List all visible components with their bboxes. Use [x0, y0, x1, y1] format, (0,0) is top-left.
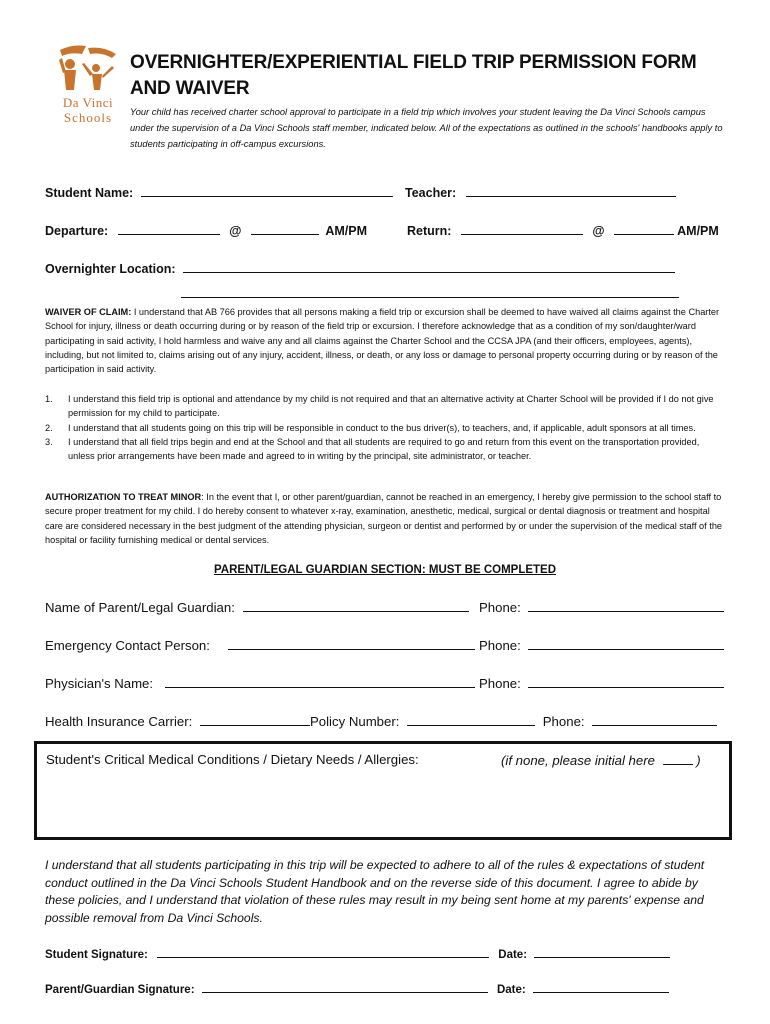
policy-label: Policy Number:	[310, 714, 400, 729]
guardian-phone-row	[479, 599, 724, 615]
insurance-carrier-field[interactable]	[200, 713, 310, 726]
student-signature-label: Student Signature:	[45, 949, 148, 961]
physician-phone-field[interactable]	[528, 675, 724, 688]
emergency-row	[45, 637, 475, 653]
teacher-field[interactable]	[466, 184, 676, 197]
guardian-row	[45, 599, 469, 615]
departure-label: Departure:	[45, 224, 109, 238]
logo-line-2: Schools	[63, 110, 113, 125]
authorization-text: : In the event that I, or other parent/guardian, cannot be reached in an emergency, I hereby give permission to the school staff to secure proper treatment for my child. I do hereby consent to whatever x-ray, examination, anesthetic, medical, surgical or dental diagnosis or treatment and hospital care are considered necessary in the best judgment of the attending physician, surgeon or dentist and performed by or under the supervision of the medical staff of the hospital or facility furnishing medical or dental services.	[45, 492, 723, 545]
agreement-paragraph: I understand that all students participating in this trip will be expected to adhere to all of the rules & expectations of student conduct outlined in the Da Vinci Schools Student Handbook and on the reverse side of this document. I agree to abide by these policies, and I understand that violation of these rules may result in my being sent home at my parents' expense and possible removal from Da Vinci Schools.	[45, 858, 705, 925]
authorization-paragraph	[45, 490, 725, 547]
location-row	[45, 260, 675, 276]
teacher-row	[405, 184, 676, 200]
student-signature-field[interactable]	[157, 945, 489, 958]
conditions-list	[45, 392, 725, 463]
emergency-phone-field[interactable]	[528, 637, 724, 650]
emergency-label: Emergency Contact Person:	[45, 638, 210, 653]
return-at: @	[592, 224, 605, 238]
physician-name-field[interactable]	[165, 675, 475, 688]
parent-signature-field[interactable]	[202, 980, 488, 993]
location-field[interactable]	[183, 260, 675, 273]
departure-ampm: AM/PM	[325, 224, 368, 238]
waiver-text: I understand that AB 766 provides that all persons making a field trip or excursion shall be deemed to have waived all claims against the Charter School for injury, illness or death occurring during or by reason of the field trip or excursion. I therefore acknowledge that as a condition of my son/daughter/ward participating in said activity, I hold harmless and waive any and all claims against the Charter School and the CCSA JPA (and their officers, employees, agents), including, but not limited to, claims arising out of any injury, accident, illness, or death, or any loss or damage to personal property occurring during or by reason of the participation in said activity.	[45, 307, 720, 375]
departure-at: @	[229, 224, 242, 238]
return-time-field[interactable]	[614, 222, 674, 235]
date-label: Date:	[496, 984, 526, 996]
student-name-row	[45, 184, 393, 200]
initial-here: (if none, please initial here )	[501, 753, 701, 768]
guardian-section-heading: PARENT/LEGAL GUARDIAN SECTION: MUST BE COMPLETED	[213, 564, 557, 576]
vitruvian-logo-icon	[52, 44, 124, 96]
location-label: Overnighter Location:	[45, 262, 176, 276]
parent-signature-row	[45, 980, 669, 996]
form-title: OVERNIGHTER/EXPERIENTIAL FIELD TRIP PERMISSION FORM AND WAIVER	[130, 52, 697, 99]
teacher-label: Teacher:	[405, 186, 457, 200]
parent-date-field[interactable]	[533, 980, 669, 993]
list-item: 2. I understand that all students going on this trip will be responsible in conduct to the bus driver(s), to teachers, and, if applicable, adult sponsors at all times.	[45, 422, 696, 433]
return-ampm: AM/PM	[677, 224, 719, 238]
return-label: Return:	[407, 224, 452, 238]
medical-label: Student's Critical Medical Conditions / Dietary Needs / Allergies:	[46, 752, 419, 767]
initial-field[interactable]	[663, 752, 693, 765]
return-row	[407, 222, 719, 238]
medical-conditions-box[interactable]	[34, 741, 732, 840]
logo-wordmark	[52, 95, 124, 125]
student-date-field[interactable]	[534, 945, 670, 958]
student-name-field[interactable]	[141, 184, 393, 197]
physician-row	[45, 675, 475, 691]
guardian-name-field[interactable]	[243, 599, 469, 612]
phone-label: Phone:	[479, 638, 521, 653]
list-item: 1. I understand this field trip is optional and attendance by my child is not required and that an alternative activity at Charter School will be provided if I do not give permission for my child to participate.	[45, 394, 714, 419]
waiver-heading: WAIVER OF CLAIM:	[45, 307, 132, 317]
list-item: 3. I understand that all field trips begin and end at the School and that all students are required to go and return from this event on the transportation provided, unless prior arrangements have been made and agreed to in writing by the principal, site administrator, or teacher.	[45, 436, 700, 462]
departure-date-field[interactable]	[118, 222, 220, 235]
emergency-contact-field[interactable]	[228, 637, 475, 650]
policy-number-field[interactable]	[407, 713, 535, 726]
student-signature-row	[45, 945, 670, 961]
return-date-field[interactable]	[461, 222, 583, 235]
logo-line-1: Da Vinci	[62, 95, 114, 110]
physician-label: Physician's Name:	[45, 676, 154, 691]
departure-time-field[interactable]	[251, 222, 319, 235]
insurance-phone-field[interactable]	[592, 713, 717, 726]
waiver-paragraph	[45, 305, 725, 376]
location-field-line-2[interactable]	[181, 285, 679, 298]
authorization-heading: AUTHORIZATION TO TREAT MINOR	[45, 492, 202, 502]
intro-text: Your child has received charter school approval to participate in a field trip which involves your student leaving the Da Vinci Schools campus under the supervision of a Da Vinci Schools staff member, indicated below. All of the expectations as outlined in the schools' handbooks apply to students participating in off-campus excursions.	[130, 107, 723, 149]
phone-label: Phone:	[479, 600, 521, 615]
departure-row	[45, 222, 367, 238]
physician-phone-row	[479, 675, 724, 691]
guardian-phone-field[interactable]	[528, 599, 724, 612]
student-name-label: Student Name:	[45, 186, 134, 200]
phone-label: Phone:	[542, 714, 585, 729]
guardian-label: Name of Parent/Legal Guardian:	[45, 600, 235, 615]
parent-signature-label: Parent/Guardian Signature:	[45, 984, 195, 996]
insurance-row	[45, 713, 717, 729]
phone-label: Phone:	[479, 676, 521, 691]
emergency-phone-row	[479, 637, 724, 653]
insurance-label: Health Insurance Carrier:	[45, 714, 193, 729]
date-label: Date:	[498, 949, 528, 961]
